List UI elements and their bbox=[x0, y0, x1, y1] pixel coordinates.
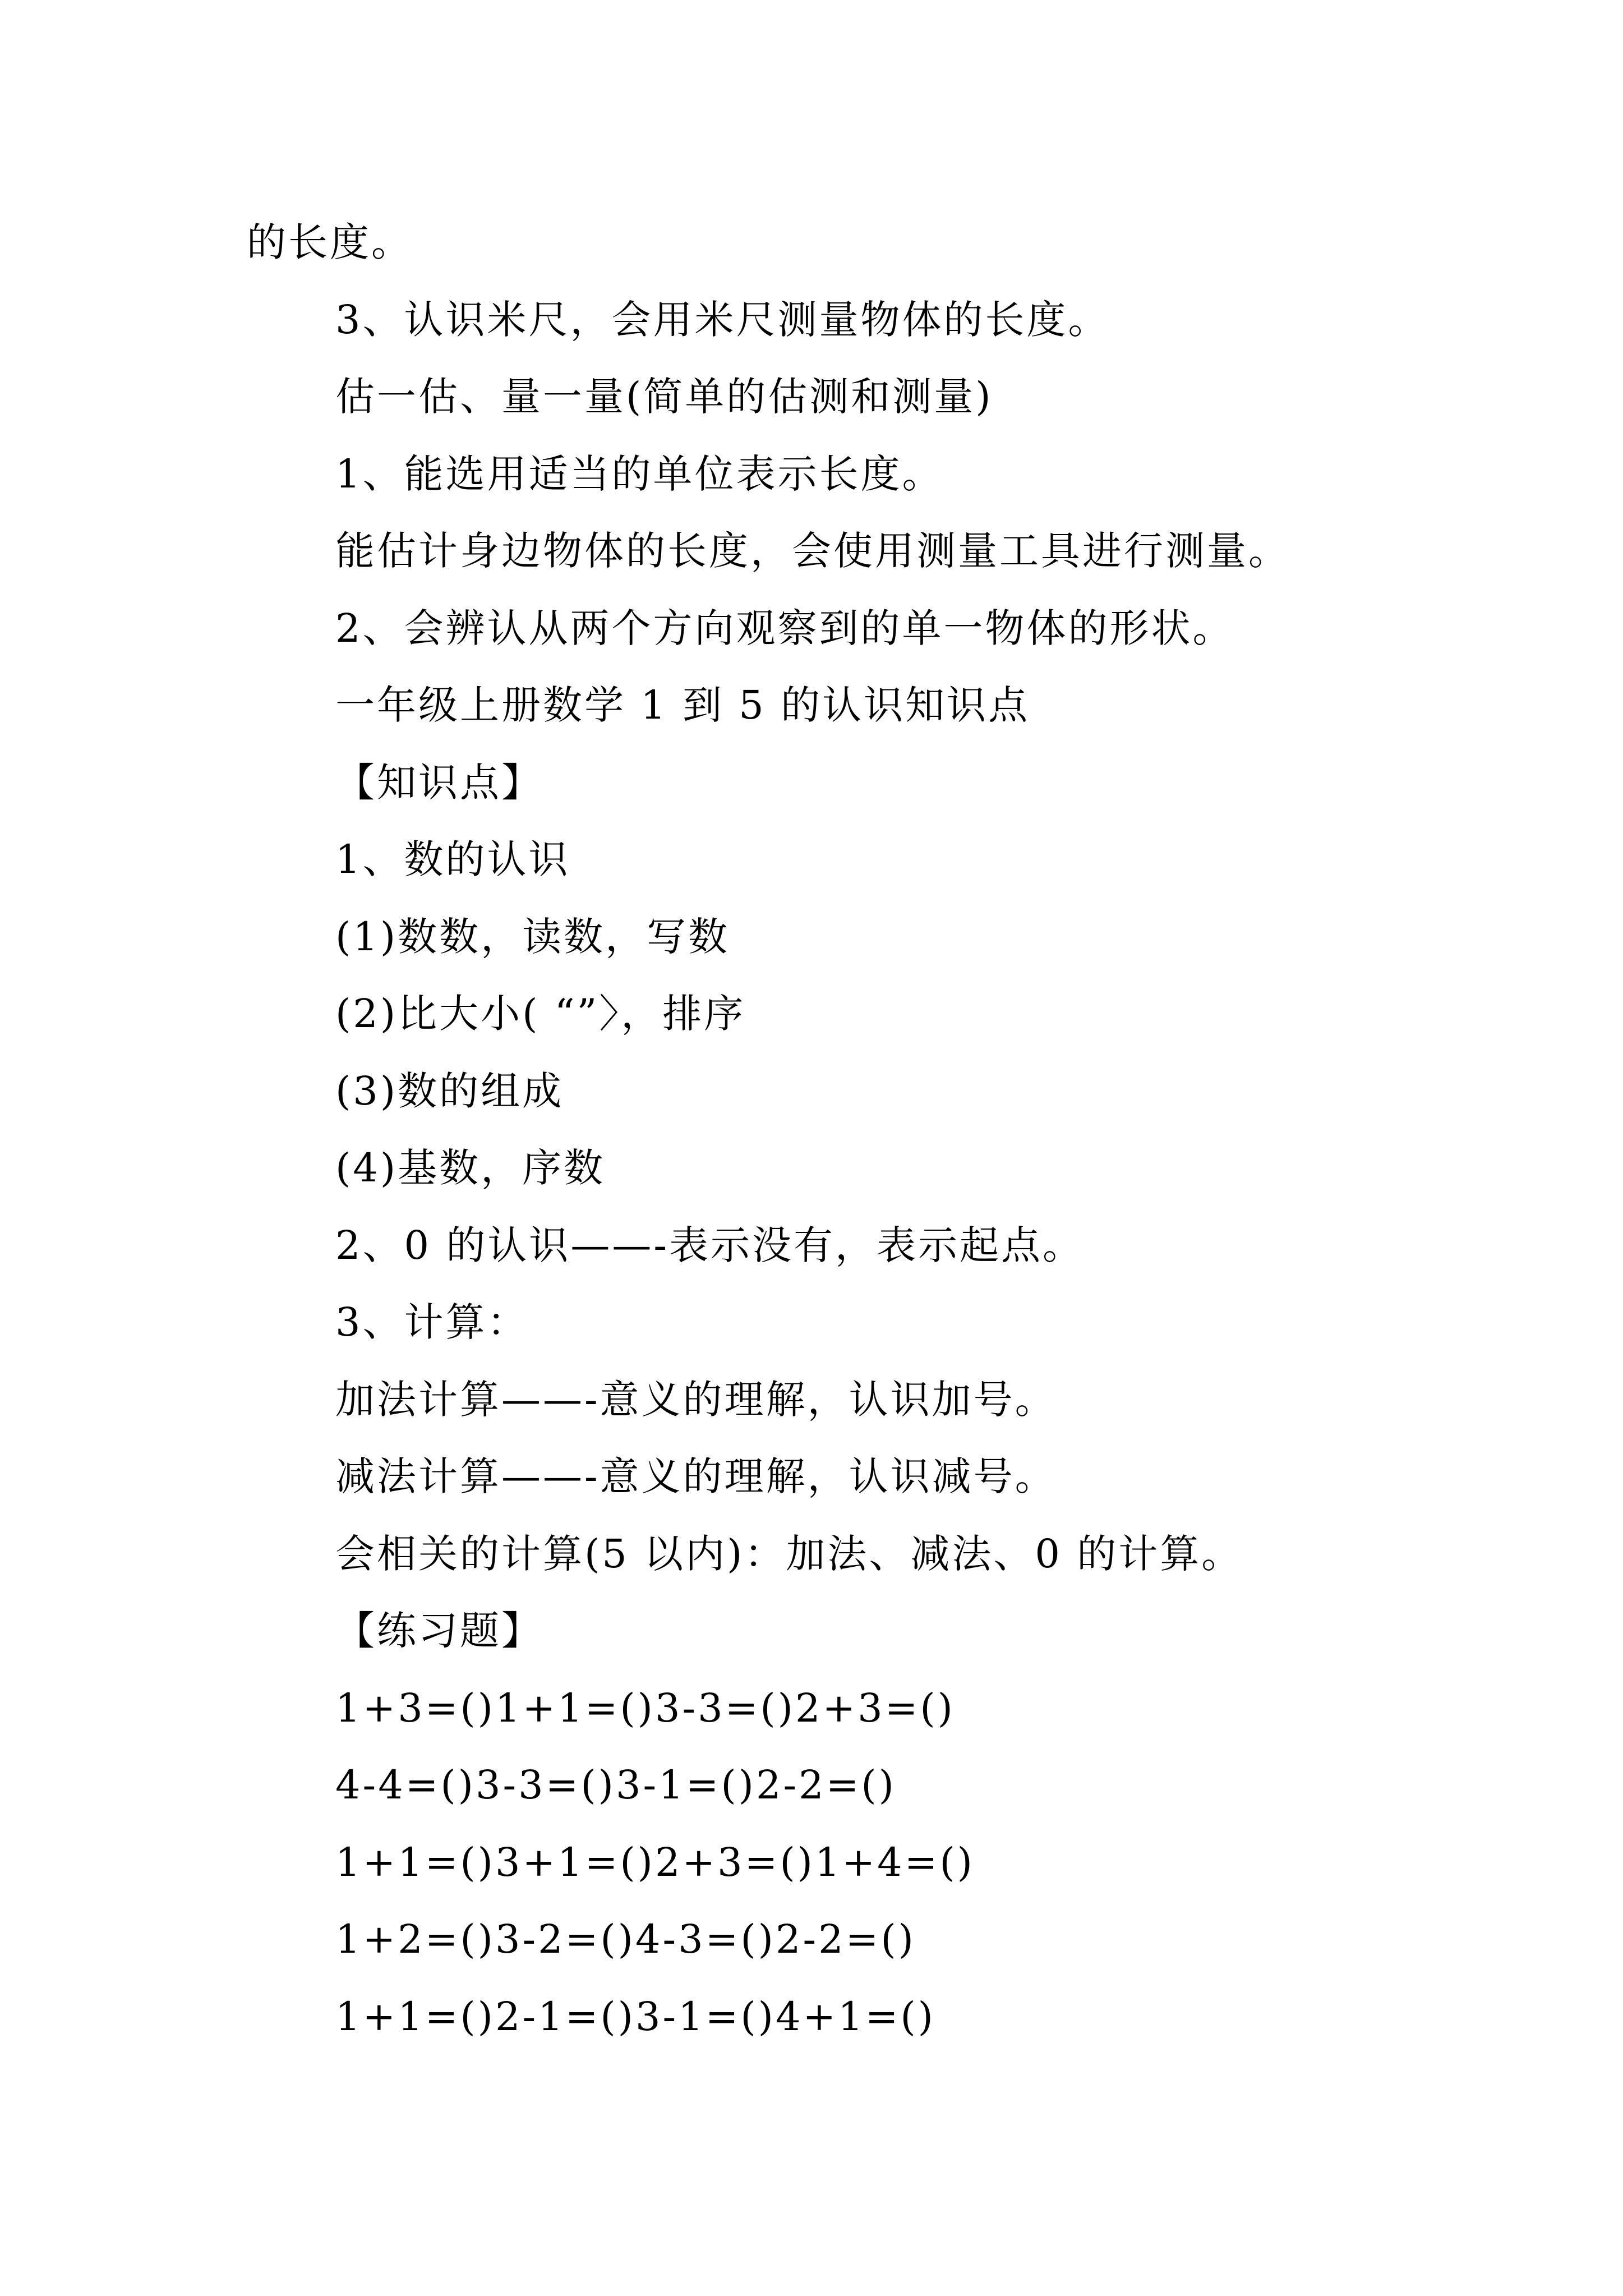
text-line-zero: 2、0 的认识——-表示没有，表示起点。 bbox=[335, 1222, 1084, 1268]
text-line-addition: 加法计算——-意义的理解，认识加号。 bbox=[335, 1377, 1057, 1423]
section-heading-estimate-measure: 估一估、量一量(简单的估测和测量) bbox=[335, 374, 993, 420]
knowledge-points-heading: 【知识点】 bbox=[335, 760, 543, 806]
exercise-row: 1+1=()2-1=()3-1=()4+1=() bbox=[335, 1994, 935, 2040]
text-line-continuation: 的长度。 bbox=[247, 219, 413, 265]
text-line-number-recognition: 1、数的认识 bbox=[335, 836, 570, 882]
exercise-row: 1+3=()1+1=()3-3=()2+3=() bbox=[335, 1685, 955, 1731]
text-line-calculation: 3、计算： bbox=[335, 1299, 529, 1345]
text-line-item-4: (4)基数，序数 bbox=[335, 1145, 606, 1191]
text-line-item-3: (3)数的组成 bbox=[335, 1068, 564, 1114]
text-line-item-2: (2)比大小( “”〉，排序 bbox=[335, 991, 746, 1037]
exercise-row: 1+1=()3+1=()2+3=()1+4=() bbox=[335, 1839, 975, 1885]
text-line-related-calc: 会相关的计算(5 以内)：加法、减法、0 的计算。 bbox=[335, 1531, 1243, 1577]
text-line-estimate-length: 能估计身边物体的长度，会使用测量工具进行测量。 bbox=[335, 528, 1290, 574]
section-title: 一年级上册数学 1 到 5 的认识知识点 bbox=[335, 682, 1030, 728]
text-line-units: 1、能选用适当的单位表示长度。 bbox=[335, 451, 944, 497]
exercise-row: 1+2=()3-2=()4-3=()2-2=() bbox=[335, 1916, 916, 1962]
text-line-meter-ruler: 3、认识米尺，会用米尺测量物体的长度。 bbox=[335, 297, 1110, 343]
text-line-subtraction: 减法计算——-意义的理解，认识减号。 bbox=[335, 1453, 1057, 1499]
exercise-row: 4-4=()3-3=()3-1=()2-2=() bbox=[335, 1762, 896, 1808]
text-line-observe-shape: 2、会辨认从两个方向观察到的单一物体的形状。 bbox=[335, 605, 1234, 651]
exercises-heading: 【练习题】 bbox=[335, 1608, 543, 1654]
text-line-item-1: (1)数数，读数，写数 bbox=[335, 914, 730, 960]
